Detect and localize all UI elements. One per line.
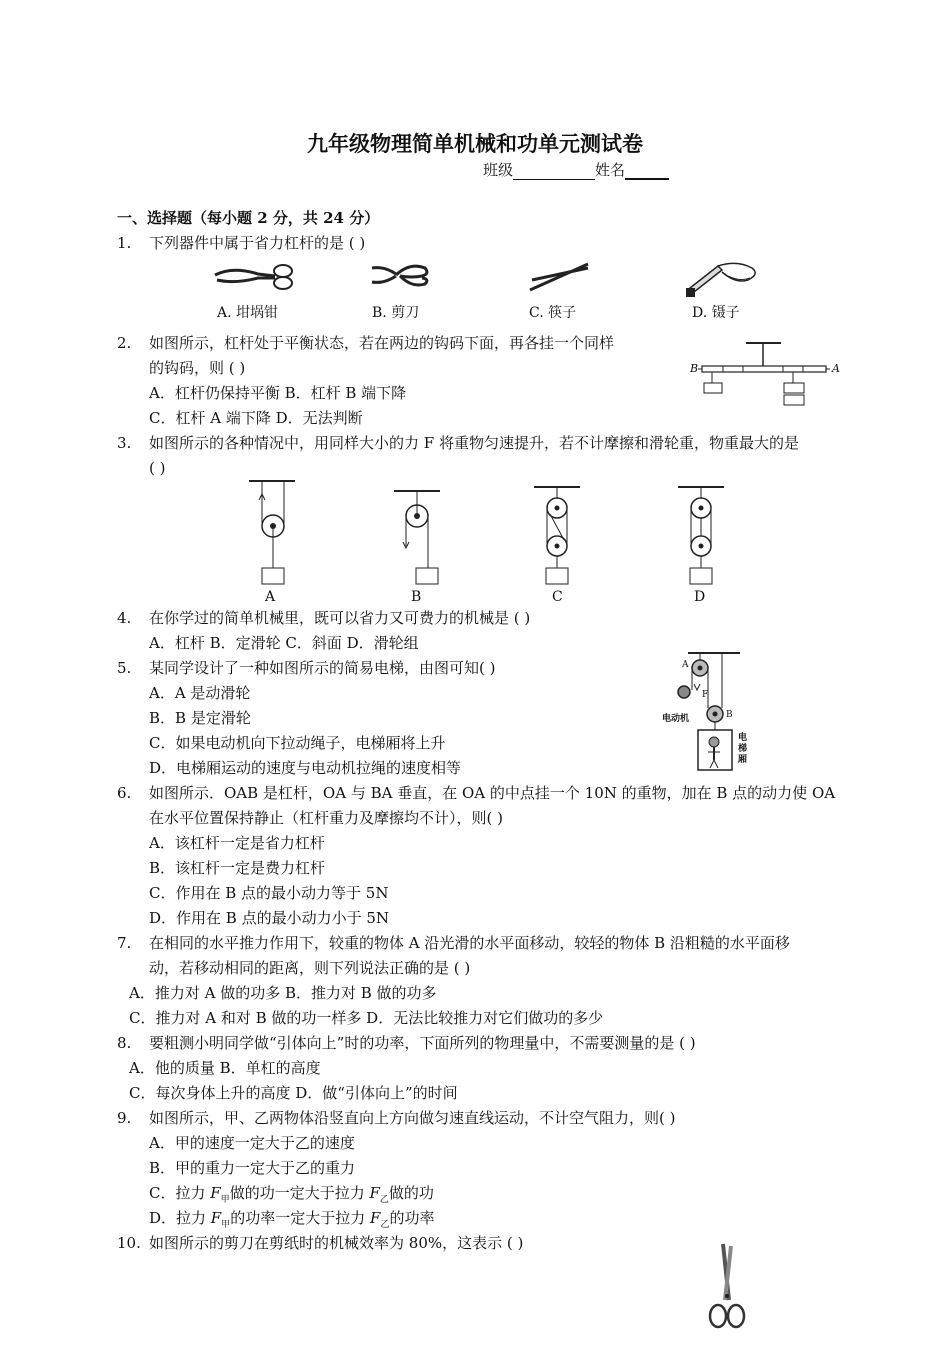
q8-options-row1: A．他的质量 B．单杠的高度 [129, 1059, 321, 1077]
crucible-tongs-figure [213, 262, 298, 292]
q7-stem-line1: 在相同的水平推力作用下，较重的物体 A 沿光滑的水平面移动，较轻的物体 B 沿粗糙的水平面移 [149, 934, 790, 952]
q5-label-a: A [682, 660, 689, 670]
q8-stem: 要粗测小明同学做“引体向上”时的功率，下面所列的物理量中，不需要测量的是 ( ) [149, 1034, 696, 1052]
q2-stem-line1: 如图所示，杠杆处于平衡状态，若在两边的钩码下面，再各挂一个同样 [149, 334, 615, 352]
pulley-figure-d [674, 484, 728, 588]
q6-option-a: A．该杠杆一定是省力杠杆 [149, 834, 325, 852]
q1-caption-a: A. 坩埚钳 [217, 305, 279, 321]
class-blank[interactable] [513, 163, 595, 180]
q6-option-d: D．作用在 B 点的最小动力小于 5N [149, 909, 390, 927]
q5-stem: 某同学设计了一种如图所示的简易电梯，由图可知( ) [149, 659, 496, 677]
class-label: 班级 [483, 161, 514, 179]
q5-label-motor: 电动机 [662, 714, 690, 724]
q3-label-d: D [694, 589, 706, 605]
q4-options: A．杠杆 B．定滑轮 C．斜面 D．滑轮组 [149, 634, 419, 652]
q6-number: 6. [117, 784, 132, 802]
q2-stem-line2: 的钩码，则 ( ) [149, 359, 246, 377]
q7-number: 7. [117, 934, 132, 952]
q5-option-d: D．电梯厢运动的速度与电动机拉绳的速度相等 [149, 759, 462, 777]
q8-options-row2: C．每次身体上升的高度 D．做“引体向上”的时间 [129, 1084, 458, 1102]
pulley-figure-a [245, 478, 299, 588]
name-label: 姓名 [595, 161, 626, 179]
q9-option-a: A．甲的速度一定大于乙的速度 [149, 1134, 355, 1152]
tweezers-figure [682, 258, 762, 300]
scissors-figure [370, 262, 430, 292]
q8-number: 8. [117, 1034, 132, 1052]
q1-caption-d: D. 镊子 [692, 305, 740, 321]
q6-option-b: B．该杠杆一定是费力杠杆 [149, 859, 326, 877]
q4-stem: 在你学过的简单机械里，既可以省力又可费力的机械是 ( ) [149, 609, 531, 627]
q5-option-a: A．A 是动滑轮 [149, 684, 251, 702]
q7-options-row2: C．推力对 A 和对 B 做的功一样多 D．无法比较推力对它们做功的多少 [129, 1009, 604, 1027]
section-heading: 一、选择题（每小题 2 分，共 24 分） [117, 209, 380, 227]
q2-options-row2: C．杠杆 A 端下降 D．无法判断 [149, 409, 363, 427]
q5-option-c: C．如果电动机向下拉动绳子，电梯厢将上升 [149, 734, 446, 752]
q4-number: 4. [117, 609, 132, 627]
q9-option-c: C．拉力 $F_甲$做的功一定大于拉力 $F_乙$做的功 [149, 1184, 434, 1205]
header-fields [483, 160, 669, 180]
q10-number: 10. [117, 1234, 141, 1252]
q7-options-row1: A．推力对 A 做的功多 B．推力对 B 做的功多 [129, 984, 437, 1002]
q2-options-row1: A．杠杆仍保持平衡 B．杠杆 B 端下降 [149, 384, 407, 402]
q9-option-b: B．甲的重力一定大于乙的重力 [149, 1159, 356, 1177]
q2-label-b: B [690, 362, 699, 375]
q5-label-f: F [702, 690, 709, 700]
q3-stem-line2: ( ) [149, 459, 166, 477]
q9-option-d: D．拉力 $F_甲$的功率一定大于拉力 $F_乙$的功率 [149, 1209, 435, 1230]
q1-caption-b: B. 剪刀 [372, 305, 420, 321]
lever-balance-figure [686, 340, 848, 410]
q3-label-b: B [411, 589, 422, 605]
q7-stem-line2: 动，若移动相同的距离，则下列说法正确的是 ( ) [149, 959, 471, 977]
q1-number: 1. [117, 234, 132, 252]
q10-stem: 如图所示的剪刀在剪纸时的机械效率为 80%，这表示 ( ) [149, 1234, 524, 1252]
q5-label-b: B [726, 710, 733, 720]
q6-option-c: C．作用在 B 点的最小动力等于 5N [149, 884, 389, 902]
q2-number: 2. [117, 334, 132, 352]
q5-label-car: 电梯厢 [738, 733, 748, 765]
q5-number: 5. [117, 659, 132, 677]
q5-option-b: B．B 是定滑轮 [149, 709, 251, 727]
pulley-figure-b [390, 488, 444, 588]
q3-label-c: C [552, 589, 563, 605]
q2-label-a: A [832, 362, 840, 375]
q3-label-a: A [265, 589, 276, 605]
q1-stem: 下列器件中属于省力杠杆的是 ( ) [149, 234, 366, 252]
pulley-figure-c [530, 484, 584, 588]
chopsticks-figure [528, 260, 590, 294]
q6-stem-line1: 如图所示．OAB 是杠杆，OA 与 BA 垂直，在 OA 的中点挂一个 10N 的重物，加在 B 点的动力使 OA [149, 784, 836, 802]
q9-number: 9. [117, 1109, 132, 1127]
q3-stem-line1: 如图所示的各种情况中，用同样大小的力 F 将重物匀速提升，若不计摩擦和滑轮重，物重最大的是 [149, 434, 799, 452]
page-title: 九年级物理简单机械和功单元测试卷 [307, 132, 643, 156]
q1-caption-c: C. 筷子 [529, 305, 577, 321]
q3-number: 3. [117, 434, 132, 452]
name-blank[interactable] [625, 162, 669, 180]
scissors-vertical-figure [705, 1242, 749, 1334]
q9-stem: 如图所示，甲、乙两物体沿竖直向上方向做匀速直线运动，不计空气阻力，则( ) [149, 1109, 676, 1127]
q6-stem-line2: 在水平位置保持静止（杠杆重力及摩擦均不计），则( ) [149, 809, 503, 827]
